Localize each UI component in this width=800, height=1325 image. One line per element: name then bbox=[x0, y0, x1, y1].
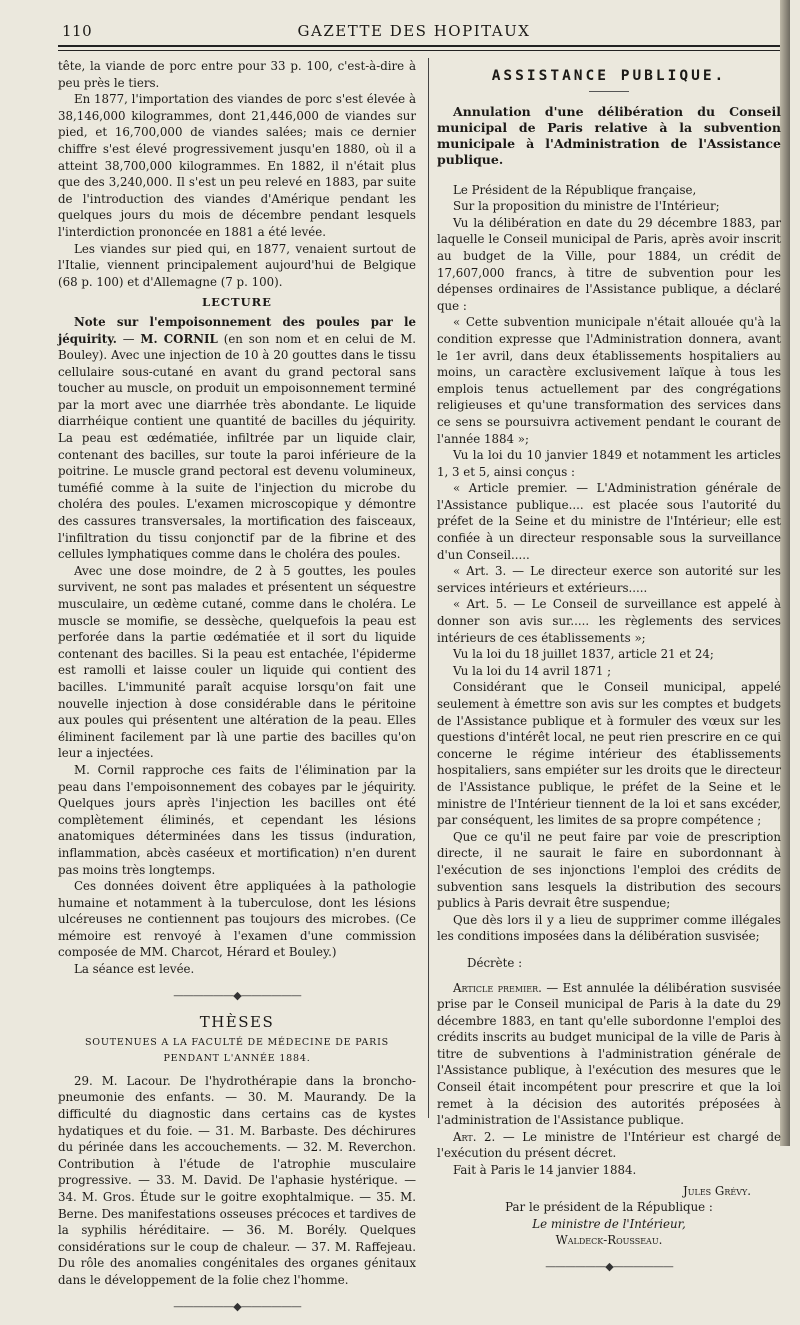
paragraph: Vu la loi du 18 juillet 1837, article 21 et 24; bbox=[453, 647, 714, 662]
article-1-text: — Est annulée la délibération susvisée prise par le Conseil municipal de Paris à la date du 29 décembre 1883, en tant qu'elle subordonne l'emploi des crédits inscrits au budget municipal de la ville de Paris à titre de subventions à l'administration générale de l'Assistance publique, à l'exécution des mesures que le Conseil était incompétent pour prescrire et que la loi remet à la décision des autorités préposées à l'administration de l'Assistance publique. bbox=[437, 980, 781, 1128]
lecture-heading: LECTURE bbox=[202, 295, 272, 310]
paragraph: « Cette subvention municipale n'était allouée qu'à la condition expresse que l'Administration donnera, avant le 1er avril, dans deux établissements hospitaliers au moins, un caractère exclusivement laïque à tous les emplois tenus actuellement par des congrégations religieuses et qu'une transformation des services dans ce sens se poursuivra activement pendant le courant de l'année 1884 »; bbox=[437, 315, 781, 446]
theses-sub-line-2: PENDANT L'ANNÉE 1884. bbox=[163, 1052, 311, 1064]
paragraph: « Art. 3. — Le directeur exerce son autorité sur les services intérieurs et extérieurs..... bbox=[437, 564, 781, 595]
lecture-first-paragraph: Note sur l'empoisonnement des poules par le jéquirity. — M. CORNIL (en son nom et en celui de M. Bouley). Avec une injection de 10 à 20 gouttes dans le tissu cellulaire sous-cutané en avant du grand pectoral sans toucher au muscle, on produit un empoisonnement terminé par la mort avec une diarrhée très abondante. Le liquide diarrhéique contient une quantité de bacilles du jéquirity. La peau est œdématiée, infiltrée par un liquide clair, contenant des bacilles, sur toute la paroi inférieure de la poitrine. Le muscle grand pectoral est devenu volumineux, tuméfié comme à la suite de l'injection du microbe du choléra des poules. L'examen microscopique y démontre des cassures transversales, la mortification des faisceaux, l'infiltration du tissu conjonctif par de la fibrine et des cellules lymphatiques comme dans le choléra des poules. bbox=[58, 314, 417, 562]
short-rule bbox=[589, 91, 629, 92]
paragraph: Vu la loi du 10 janvier 1849 et notamment les articles 1, 3 et 5, ainsi conçus : bbox=[437, 448, 781, 479]
article-2 bbox=[437, 1129, 781, 1162]
lecture-title: Note sur l'empoisonnement des poules par le jéquirity. bbox=[58, 314, 416, 346]
assistance-heading: ASSISTANCE PUBLIQUE. bbox=[491, 68, 727, 84]
minister-name: Waldeck-Rousseau. bbox=[555, 1233, 663, 1248]
ornament-divider: ——————◆—————— bbox=[545, 1260, 673, 1273]
header-rule-thin bbox=[58, 50, 780, 51]
theses-subheading bbox=[58, 1035, 416, 1067]
right-column bbox=[437, 58, 781, 1286]
paragraph: Que dès lors il y a lieu de supprimer comme illégales les conditions imposées dans la délibération susvisée; bbox=[437, 912, 781, 944]
paragraph: tête, la viande de porc entre pour 33 p. 100, c'est-à-dire à peu près le tiers. bbox=[58, 59, 416, 90]
page-header bbox=[48, 16, 780, 42]
paragraph: Que ce qu'il ne peut faire par voie de prescription directe, il ne saurait le faire en subordonnant à l'exécution de ses injonctions l'emploi des crédits de subvention sans lesquels la distribution des secours publics à Paris devrait être suspendue; bbox=[437, 829, 781, 911]
lecture-text: (en son nom et en celui de M. Bouley). Avec une injection de 10 à 20 gouttes dans le tissu cellulaire sous-cutané en avant du grand pectoral sans toucher au muscle, on produit un empoisonnement terminé par la mort avec une diarrhée très abondante. Le liquide diarrhéique contient une quantité de bacilles du jéquirity. La peau est œdématiée, infiltrée par un liquide clair, contenant des bacilles, sur toute la paroi inférieure de la poitrine. Le muscle grand pectoral est devenu volumineux, tuméfié comme à la suite de l'injection du microbe du choléra des poules. L'examen microscopique y démontre des cassures transversales, la mortification des faisceaux, l'infiltration du tissu conjonctif par de la fibrine et des cellules lymphatiques comme dans le choléra des poules. bbox=[58, 331, 417, 562]
article-2-label: Art. 2. bbox=[453, 1129, 496, 1144]
paragraph: Vu la loi du 14 avril 1871 ; bbox=[453, 663, 612, 678]
decrete-line: Décrète : bbox=[467, 955, 523, 970]
page-number: 110 bbox=[62, 22, 93, 40]
paragraph: Avec une dose moindre, de 2 à 5 gouttes, les poules survivent, ne sont pas malades et présentent un séquestre musculaire, un œdème cutané, comme dans le choléra. Le muscle se momifie, se dessèche, quelquefois la peau est perforée dans la partie œdématiée et il sort du liquide contenant des bacilles. Si la peau est entachée, l'épiderme est ramolli et laisse couler un liquide qui contient des bacilles. L'immunité paraît acquise lorsqu'on fait une nouvelle injection à dose considérable dans le péritoine aux poules qui présentent une altération de la peau. Elles éliminent facilement par là une partie des bacilles qu'on leur a injectées. bbox=[58, 563, 416, 761]
article-1 bbox=[437, 980, 781, 1129]
paragraph: Le Président de la République française, bbox=[453, 182, 697, 197]
column-separator bbox=[428, 58, 429, 1118]
journal-title: GAZETTE DES HOPITAUX bbox=[297, 22, 531, 40]
paragraph: La séance est levée. bbox=[74, 962, 195, 977]
header-rule-thick bbox=[58, 45, 780, 47]
par-le-president: Par le président de la République : bbox=[505, 1200, 713, 1215]
paragraph: Considérant que le Conseil municipal, appelé seulement à émettre son avis sur les comptes et budgets de l'Assistance publique et à formuler des vœux sur les questions d'intérêt local, ne peut rien prescrire en ce qui concerne le régime intérieur des établissements hospitaliers, sans empiéter sur les droits que le directeur de l'Assistance publique, le préfet de la Seine et le ministre de l'Intérieur tiennent de la loi et sans excéder, par conséquent, les limites de sa propre compétence ; bbox=[437, 680, 781, 828]
minister-title: Le ministre de l'Intérieur, bbox=[532, 1216, 686, 1231]
page-spine bbox=[780, 0, 790, 1146]
article-2-text: — Le ministre de l'Intérieur est chargé de l'exécution du présent décret. bbox=[437, 1129, 781, 1161]
theses-heading: THÈSES bbox=[199, 1013, 275, 1032]
lecture-author: M. CORNIL bbox=[140, 331, 218, 346]
paragraph: « Art. 5. — Le Conseil de surveillance est appelé à donner son avis sur..... les règlements des services intérieurs de ces établissements »; bbox=[437, 597, 781, 645]
theses-sub-line-1: SOUTENUES A LA FACULTÉ DE MÉDECINE DE PARIS bbox=[85, 1036, 389, 1048]
paragraph: M. Cornil rapproche ces faits de l'élimination par la peau dans l'empoisonnement des cobayes par le jéquirity. Quelques jours après l'injection les bacilles ont été complètement éliminés, et cependant les lésions anatomiques déterminées dans les tissus (induration, inflammation, abcès caséeux et mortification) n'en durent pas moins très longtemps. bbox=[58, 762, 416, 877]
theses-list: 29. M. Lacour. De l'hydrothérapie dans la broncho-pneumonie des enfants. — 30. M. Maurandy. De la difficulté du diagnostic dans certains cas de kystes hydatiques et du foie. — 31. M. Barbaste. Des déchirures du périnée dans les accouchements. — 32. M. Reverchon. Contribution à l'étude de l'atrophie musculaire progressive. — 33. M. David. De l'aphasie hystérique. — 34. M. Gros. Étude sur le goitre exophtalmique. — 35. M. Berne. Des manifestations osseuses précoces et tardives de la syphilis héréditaire. — 36. M. Borély. Quelques considérations sur le coup de chaleur. — 37. M. Raffejeau. Du rôle des anomalies congénitales des organes génitaux dans le développement de la folie chez l'homme. bbox=[58, 1073, 416, 1287]
paragraph: « Article premier. — L'Administration générale de l'Assistance publique.... est placée sous l'autorité du préfet de la Seine et du ministre de l'Intérieur; elle est confiée à un directeur responsable sous la surveillance d'un Conseil..... bbox=[437, 481, 781, 562]
date-line: Fait à Paris le 14 janvier 1884. bbox=[453, 1163, 637, 1178]
paragraph: Vu la délibération en date du 29 décembre 1883, par laquelle le Conseil municipal de Paris, après avoir inscrit au budget de la Ville, pour 1884, un crédit de 17,607,000 francs, à titre de subvention pour les dépenses ordinaires de l'Assistance publique, a déclaré que : bbox=[437, 215, 781, 313]
ornament-divider: ——————◆—————— bbox=[173, 988, 301, 1002]
signature: Jules Grévy. bbox=[683, 1183, 751, 1198]
article-1-label: Article premier. bbox=[453, 980, 542, 995]
left-column bbox=[58, 58, 416, 1325]
decree-subtitle: Annulation d'une délibération du Conseil municipal de Paris relative à la subvention municipale à l'Administration de l'Assistance publique. bbox=[437, 103, 781, 167]
paragraph: Les viandes sur pied qui, en 1877, venaient surtout de l'Italie, viennent principalement aujourd'hui de Belgique (68 p. 100) et d'Allemagne (7 p. 100). bbox=[58, 241, 416, 289]
paragraph: Ces données doivent être appliquées à la pathologie humaine et notamment à la tuberculose, dont les lésions ulcéreuses ne contiennent pas toujours des microbes. (Ce mémoire est renvoyé à l'examen d'une commission composée de MM. Charcot, Hérard et Bouley.) bbox=[58, 879, 416, 960]
paragraph: Sur la proposition du ministre de l'Intérieur; bbox=[453, 199, 720, 214]
ornament-divider: ——————◆—————— bbox=[173, 1299, 301, 1313]
paragraph: En 1877, l'importation des viandes de porc s'est élevée à 38,146,000 kilogrammes, dont 21,446,000 de viandes sur pied, et 16,700,000 de viandes salées; mais ce dernier chiffre s'est élevé progressivement jusqu'en 1880, où il a atteint 38,700,000 kilogrammes. En 1882, il n'était plus que des 3,240,000. Il s'est un peu relevé en 1883, par suite de l'introduction des viandes d'Amérique pendant les quelques jours du mois de décembre pendant lesquels l'interdiction prononcée en 1881 a été levée. bbox=[58, 92, 416, 239]
